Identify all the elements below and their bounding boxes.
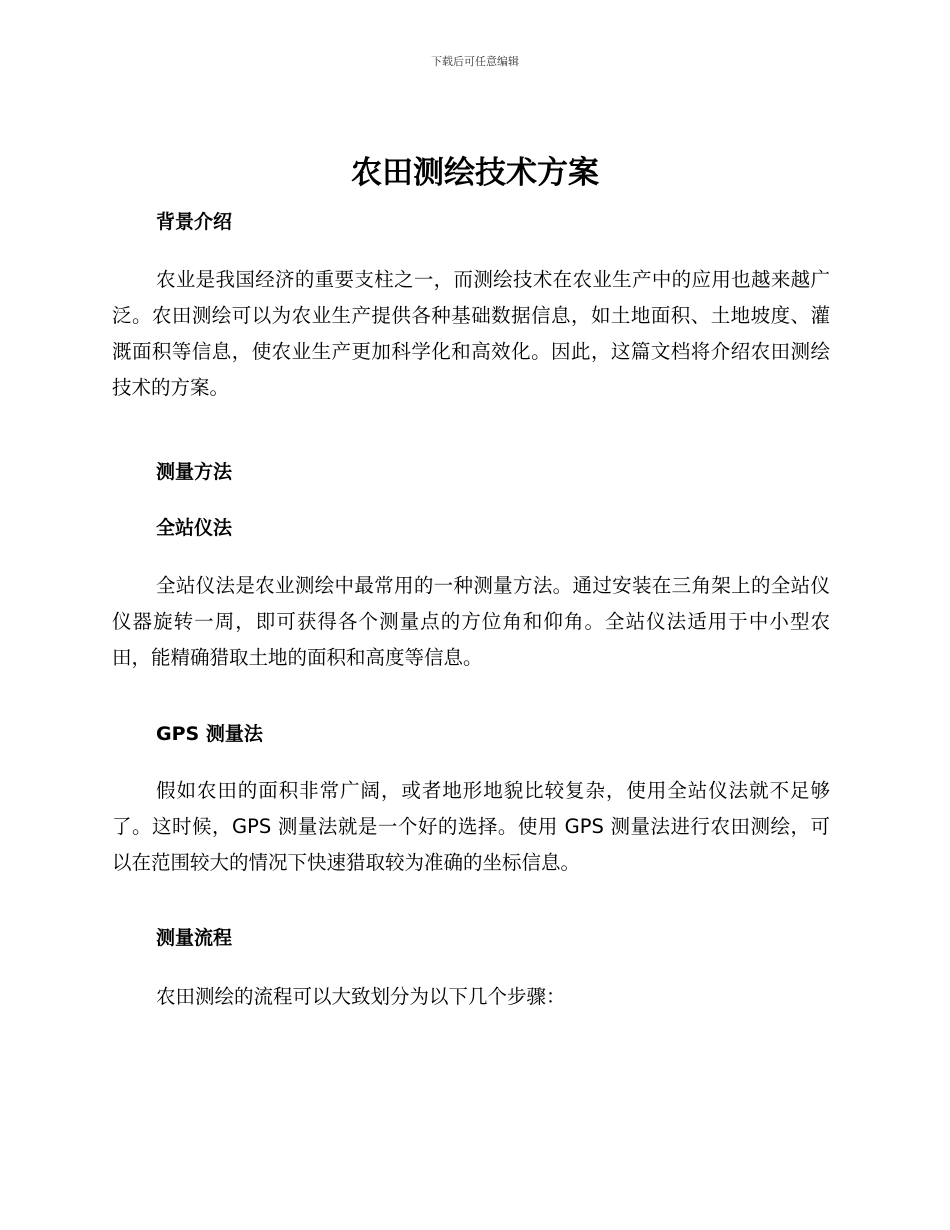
paragraph-gps: 假如农田的面积非常广阔，或者地形地貌比较复杂，使用全站仪法就不足够了。这时候，GPS 测量法就是一个好的选择。使用 GPS 测量法进行农田测绘，可以在范围较大的情况下快速猎取较为准确的坐标信息。 — [112, 779, 830, 874]
section-heading-methods: 测量方法 — [156, 461, 233, 483]
paragraph-total-station: 全站仪法是农业测绘中最常用的一种测量方法。通过安装在三角架上的全站仪仪器旋转一周，即可获得各个测量点的方位角和仰角。全站仪法适用于中小型农田，能精确猎取土地的面积和高度等信息。 — [112, 574, 830, 669]
section-heading-workflow: 测量流程 — [156, 927, 233, 949]
document-title: 农田测绘技术方案 — [351, 155, 599, 191]
section-heading-background: 背景介绍 — [156, 211, 233, 233]
paragraph-background: 农业是我国经济的重要支柱之一，而测绘技术在农业生产中的应用也越来越广泛。农田测绘可以为农业生产提供各种基础数据信息，如土地面积、土地坡度、灌溉面积等信息，使农业生产更加科学化和高效化。因此，这篇文档将介绍农田测绘技术的方案。 — [112, 268, 830, 399]
page-header-note: 下载后可任意编辑 — [431, 55, 519, 68]
section-heading-gps: GPS 测量法 — [156, 723, 263, 745]
section-heading-total-station: 全站仪法 — [156, 517, 233, 539]
paragraph-workflow: 农田测绘的流程可以大致划分为以下几个步骤： — [156, 985, 566, 1008]
